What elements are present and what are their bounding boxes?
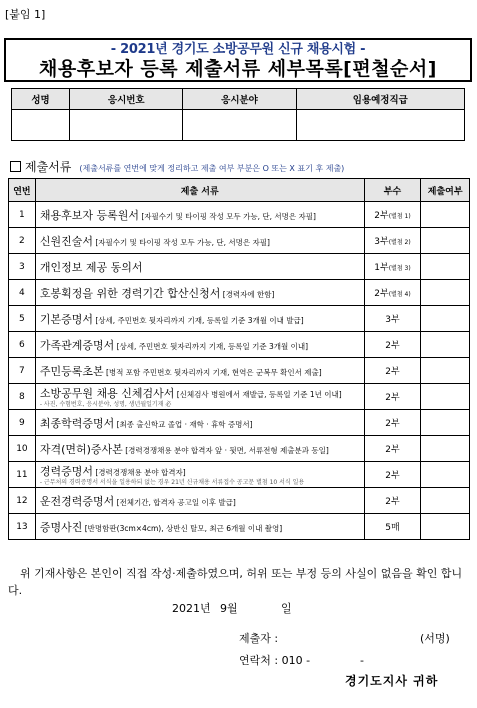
count-cell [364,332,421,358]
table-row [9,436,470,462]
row-number: 1 [9,202,36,228]
document-name: 운전경력증명서 [39,494,115,508]
table-row [9,462,470,488]
document-name: 소방공무원 채용 신체검사서 [39,386,175,400]
document-name: 증명사진 [39,520,83,534]
document-cell [35,410,364,436]
document-name: 채용후보자 등록원서 [39,208,139,222]
row-number: 3 [9,254,36,280]
checkbox-icon [10,161,21,172]
document-detail: [자필수기 및 타이핑 작성 모두 가능, 단, 서명은 자필] [92,237,270,247]
table-row [9,228,470,254]
contact-dash: - [360,654,365,667]
document-name: 최종학력증명서 [39,416,115,430]
table-row [9,280,470,306]
no-header: 연번 [9,179,36,202]
document-count-note: (별첨 4) [388,291,411,298]
submitted-field[interactable] [421,202,470,228]
addressee: 경기도지사 귀하 [345,674,439,688]
count-cell [364,410,421,436]
document-count: 2부 [385,497,400,507]
document-detail: [경력경쟁채용 분야 합격자 앞 · 뒷면, 서류전형 제출분과 동일] [122,445,329,455]
document-name: 호봉획정을 위한 경력기간 합산신청서 [39,286,221,300]
document-count: 2부 [385,471,400,481]
document-title: 채용후보자 등록 제출서류 세부목록[편철순서] [39,58,437,80]
count-cell [364,228,421,254]
table-row [9,358,470,384]
document-cell [35,202,364,228]
document-name: 개인정보 제공 동의서 [39,260,143,274]
row-number: 5 [9,306,36,332]
date-day: 일 [281,602,292,615]
document-subnote: - 사진, 수험번호, 응시분야, 성명, 생년월일기재 必 [39,400,172,408]
document-cell [35,254,364,280]
submitted-field[interactable] [421,228,470,254]
count-cell [364,514,421,540]
table-row [9,202,470,228]
exam-number-header: 응시번호 [70,89,183,110]
document-detail: [전체기간, 합격자 공고일 이후 발급] [114,497,236,507]
document-count: 3부 [385,315,400,325]
attachment-label: [붙임 1] [5,8,46,21]
document-count-note: (별첨 2) [388,239,411,246]
submitted-header: 제출여부 [421,179,470,202]
table-row [9,306,470,332]
document-count: 2부 [374,211,389,221]
pledge-text: 위 기재사항은 본인이 직접 작성·제출하였으며, 허위 또는 부정 등의 사실이 없음을 확인 합니다. [8,567,463,597]
count-cell [364,462,421,488]
submitted-field[interactable] [421,254,470,280]
document-cell [35,280,364,306]
document-detail: [신체검사 병원에서 재발급, 등록일 기준 1년 이내] [174,389,342,399]
count-cell [364,384,421,410]
document-cell [35,462,364,488]
document-detail: [경력경쟁채용 분야 합격자] [92,467,186,477]
document-detail: [상세, 주민번호 뒷자리까지 기재, 등록일 기준 3개월 이내] [114,341,309,351]
document-subnote: - 근무처의 경력증명서 서식을 일용하되 없는 경우 21년 신규채용 서류접수 공고문 별첨 10 서식 일용 [39,478,305,486]
table-row [9,514,470,540]
exam-number-field[interactable] [70,110,183,141]
count-cell [364,254,421,280]
document-detail: [경력자에 한함] [220,289,275,299]
contact-label: 연락처 : 010 - [239,654,311,667]
date-month: 9월 [220,602,238,615]
row-number: 2 [9,228,36,254]
table-row [9,384,470,410]
rank-header: 임용예정직급 [296,89,464,110]
document-cell [35,514,364,540]
section-note: (제출서류를 연번에 맞게 정리하고 제출 여부 부분은 O 또는 X 표기 후 제출) [79,164,345,173]
title-box [4,38,472,82]
table-row [9,332,470,358]
document-cell [35,358,364,384]
count-cell [364,280,421,306]
contact-line [239,652,364,668]
submitter-label: 제출자 : [239,632,279,645]
document-cell [35,306,364,332]
document-name: 가족관계증명서 [39,338,115,352]
submitted-field[interactable] [421,488,470,514]
document-detail: [상세, 주민번호 뒷자리까지 기재, 등록일 기준 3개월 이내 발급] [92,315,304,325]
count-header: 부수 [364,179,421,202]
submitted-field[interactable] [421,410,470,436]
row-number: 12 [9,488,36,514]
submitted-field[interactable] [421,514,470,540]
document-count: 2부 [385,367,400,377]
row-number: 11 [9,462,36,488]
row-number: 4 [9,280,36,306]
submitted-field[interactable] [421,332,470,358]
exam-field-header: 응시분야 [183,89,296,110]
submitted-field[interactable] [421,306,470,332]
submitted-field[interactable] [421,280,470,306]
document-detail: [병적 포함 주민번호 뒷자리까지 기재, 현역은 군복무 확인서 제출] [103,367,322,377]
count-cell [364,358,421,384]
table-row [9,254,470,280]
submitted-field[interactable] [421,436,470,462]
exam-field-field[interactable] [183,110,296,141]
date-year: 2021년 [172,602,211,615]
row-number: 9 [9,410,36,436]
row-number: 6 [9,332,36,358]
document-count: 2부 [385,393,400,403]
document-count: 5매 [385,523,400,533]
document-count: 3부 [374,237,389,247]
submitted-field[interactable] [421,384,470,410]
row-number: 13 [9,514,36,540]
document-cell [35,228,364,254]
document-count-note: (별첨 1) [388,213,411,220]
document-name: 경력증명서 [39,464,93,478]
exam-title: - 2021년 경기도 소방공무원 신규 채용시험 - [110,42,366,57]
date-line [172,600,292,616]
document-count: 2부 [385,445,400,455]
document-name: 기본증명서 [39,312,93,326]
row-number: 8 [9,384,36,410]
document-count-note: (별첨 3) [388,265,411,272]
document-header: 제출 서류 [35,179,364,202]
document-count: 2부 [374,289,389,299]
section-title: 제출서류 [25,160,72,174]
documents-table [8,178,470,540]
name-header: 성명 [12,89,70,110]
document-count: 2부 [385,341,400,351]
document-cell [35,488,364,514]
count-cell [364,488,421,514]
count-cell [364,306,421,332]
document-name: 자격(면허)증사본 [39,442,123,456]
document-name: 주민등록초본 [39,364,104,378]
document-name: 신원진술서 [39,234,93,248]
rank-field[interactable] [296,110,464,141]
section-heading [10,158,344,175]
document-detail: [최종 출신학교 졸업 · 재학 · 휴학 증명서] [114,419,253,429]
document-count: 2부 [385,419,400,429]
count-cell [364,436,421,462]
submitted-field[interactable] [421,358,470,384]
document-detail: [반명함판(3cm×4cm), 상반신 탈모, 최근 6개월 이내 촬영] [82,523,283,533]
document-cell [35,436,364,462]
signature-mark: (서명) [420,632,450,645]
document-cell [35,332,364,358]
document-cell [35,384,364,410]
row-number: 7 [9,358,36,384]
name-field[interactable] [12,110,70,141]
submitted-field[interactable] [421,462,470,488]
count-cell [364,202,421,228]
table-row [9,410,470,436]
row-number: 10 [9,436,36,462]
document-count: 1부 [374,263,389,273]
document-detail: [자필수기 및 타이핑 작성 모두 가능, 단, 서명은 자필] [138,211,316,221]
table-row [9,488,470,514]
applicant-info-table [11,88,465,141]
